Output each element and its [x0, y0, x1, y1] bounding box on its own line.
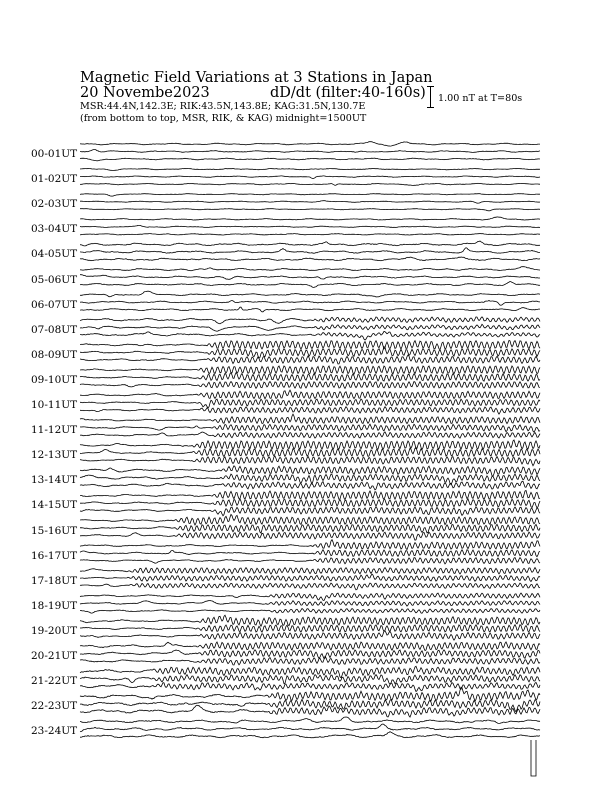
trace-msr-23-24UT	[80, 732, 540, 738]
trace-kag-13-14UT	[80, 466, 540, 476]
hour-label: 20-21UT	[31, 650, 78, 662]
trace-kag-14-15UT	[80, 491, 540, 500]
trace-msr-15-16UT	[80, 532, 540, 540]
trace-rik-01-02UT	[80, 176, 540, 179]
hour-label: 21-22UT	[31, 675, 78, 688]
trace-kag-17-18UT	[80, 568, 540, 574]
trace-kag-19-20UT	[80, 615, 540, 626]
trace-msr-18-19UT	[80, 609, 540, 614]
hour-label: 22-23UT	[31, 700, 78, 713]
hour-label: 04-05UT	[31, 248, 78, 261]
hour-label: 13-14UT	[31, 474, 78, 487]
trace-rik-14-15UT	[80, 499, 540, 508]
trace-rik-11-12UT	[80, 424, 540, 432]
trace-rik-18-19UT	[80, 600, 540, 606]
hour-label: 18-19UT	[31, 599, 78, 612]
trace-msr-13-14UT	[80, 481, 540, 490]
trace-rik-12-13UT	[80, 447, 540, 456]
trace-rik-21-22UT	[80, 675, 540, 685]
trace-msr-12-13UT	[80, 456, 540, 466]
filter-label: dD/dt (filter:40-160s)	[270, 85, 426, 101]
trace-msr-03-04UT	[80, 234, 540, 236]
hour-label: 11-12UT	[31, 424, 78, 437]
trace-rik-23-24UT	[80, 724, 540, 732]
trace-msr-14-15UT	[80, 507, 540, 516]
trace-kag-23-24UT	[80, 717, 540, 724]
trace-rik-17-18UT	[80, 574, 540, 581]
trace-kag-06-07UT	[80, 291, 540, 297]
trace-msr-16-17UT	[80, 558, 540, 564]
trace-msr-20-21UT	[80, 657, 540, 666]
trace-rik-04-05UT	[80, 248, 540, 254]
stations-line: MSR:44.4N,142.3E; RIK:43.5N,143.8E; KAG:31.5N,130.7E	[80, 101, 366, 112]
hour-label: 09-10UT	[31, 373, 78, 386]
trace-rik-22-23UT	[80, 699, 540, 711]
hour-label: 14-15UT	[31, 499, 78, 512]
trace-msr-05-06UT	[80, 282, 540, 288]
trace-kag-01-02UT	[80, 168, 540, 170]
scale-label: 1.00 nT at T=80s	[438, 93, 523, 104]
trace-rik-15-16UT	[80, 524, 540, 533]
hour-label: 16-17UT	[31, 549, 78, 562]
chart-title: Magnetic Field Variations at 3 Stations in Japan	[80, 70, 433, 86]
trace-rik-16-17UT	[80, 550, 540, 557]
trace-msr-09-10UT	[80, 381, 540, 388]
trace-kag-15-16UT	[80, 514, 540, 525]
hour-label: 01-02UT	[31, 173, 78, 186]
trace-rik-19-20UT	[80, 625, 540, 632]
hour-label: 03-04UT	[31, 223, 78, 236]
trace-rik-10-11UT	[80, 399, 540, 408]
trace-rik-03-04UT	[80, 225, 540, 227]
trace-rik-00-01UT	[80, 150, 540, 153]
trace-msr-19-20UT	[80, 631, 540, 640]
trace-msr-10-11UT	[80, 407, 540, 414]
hour-label: 05-06UT	[31, 273, 78, 286]
trace-kag-22-23UT	[80, 687, 540, 701]
trace-kag-08-09UT	[80, 340, 540, 349]
trace-rik-05-06UT	[80, 275, 540, 280]
spike-marker	[531, 740, 536, 776]
trace-rik-13-14UT	[80, 474, 540, 485]
hour-label: 23-24UT	[31, 725, 78, 738]
trace-msr-06-07UT	[80, 307, 540, 312]
trace-kag-10-11UT	[80, 390, 540, 399]
trace-msr-02-03UT	[80, 209, 540, 211]
hour-label: 02-03UT	[31, 198, 78, 211]
trace-kag-04-05UT	[80, 241, 540, 246]
hour-label: 15-16UT	[31, 524, 78, 537]
trace-msr-22-23UT	[80, 705, 540, 717]
trace-msr-00-01UT	[80, 158, 540, 161]
trace-rik-08-09UT	[80, 347, 540, 359]
trace-kag-07-08UT	[80, 317, 540, 324]
trace-msr-07-08UT	[80, 331, 540, 340]
trace-kag-16-17UT	[80, 540, 540, 550]
trace-msr-21-22UT	[80, 683, 540, 692]
hour-label: 07-08UT	[31, 323, 78, 336]
trace-kag-05-06UT	[80, 267, 540, 271]
order-line: (from bottom to top, MSR, RIK, & KAG) midnight=1500UT	[80, 113, 367, 124]
trace-rik-07-08UT	[80, 324, 540, 331]
hour-label: 12-13UT	[31, 449, 78, 462]
trace-rik-02-03UT	[80, 201, 540, 204]
trace-kag-03-04UT	[80, 217, 540, 220]
hour-label: 00-01UT	[31, 148, 78, 160]
trace-rik-09-10UT	[80, 373, 540, 382]
trace-kag-02-03UT	[80, 194, 540, 197]
date-label: 20 Novembe2023	[80, 85, 210, 101]
hour-label: 06-07UT	[31, 298, 78, 311]
trace-kag-09-10UT	[80, 366, 540, 374]
trace-msr-11-12UT	[80, 432, 540, 438]
hour-label: 10-11UT	[31, 399, 78, 411]
trace-msr-17-18UT	[80, 583, 540, 590]
trace-msr-01-02UT	[80, 183, 540, 185]
trace-kag-11-12UT	[80, 414, 540, 424]
hour-label: 19-20UT	[31, 624, 78, 637]
trace-kag-12-13UT	[80, 440, 540, 450]
trace-rik-06-07UT	[80, 301, 540, 306]
trace-kag-18-19UT	[80, 593, 540, 600]
trace-msr-08-09UT	[80, 355, 540, 364]
trace-kag-20-21UT	[80, 642, 540, 651]
trace-rik-20-21UT	[80, 650, 540, 659]
trace-msr-04-05UT	[80, 257, 540, 261]
hour-label: 17-18UT	[31, 574, 78, 587]
trace-kag-00-01UT	[80, 142, 540, 146]
hour-label: 08-09UT	[31, 348, 78, 361]
